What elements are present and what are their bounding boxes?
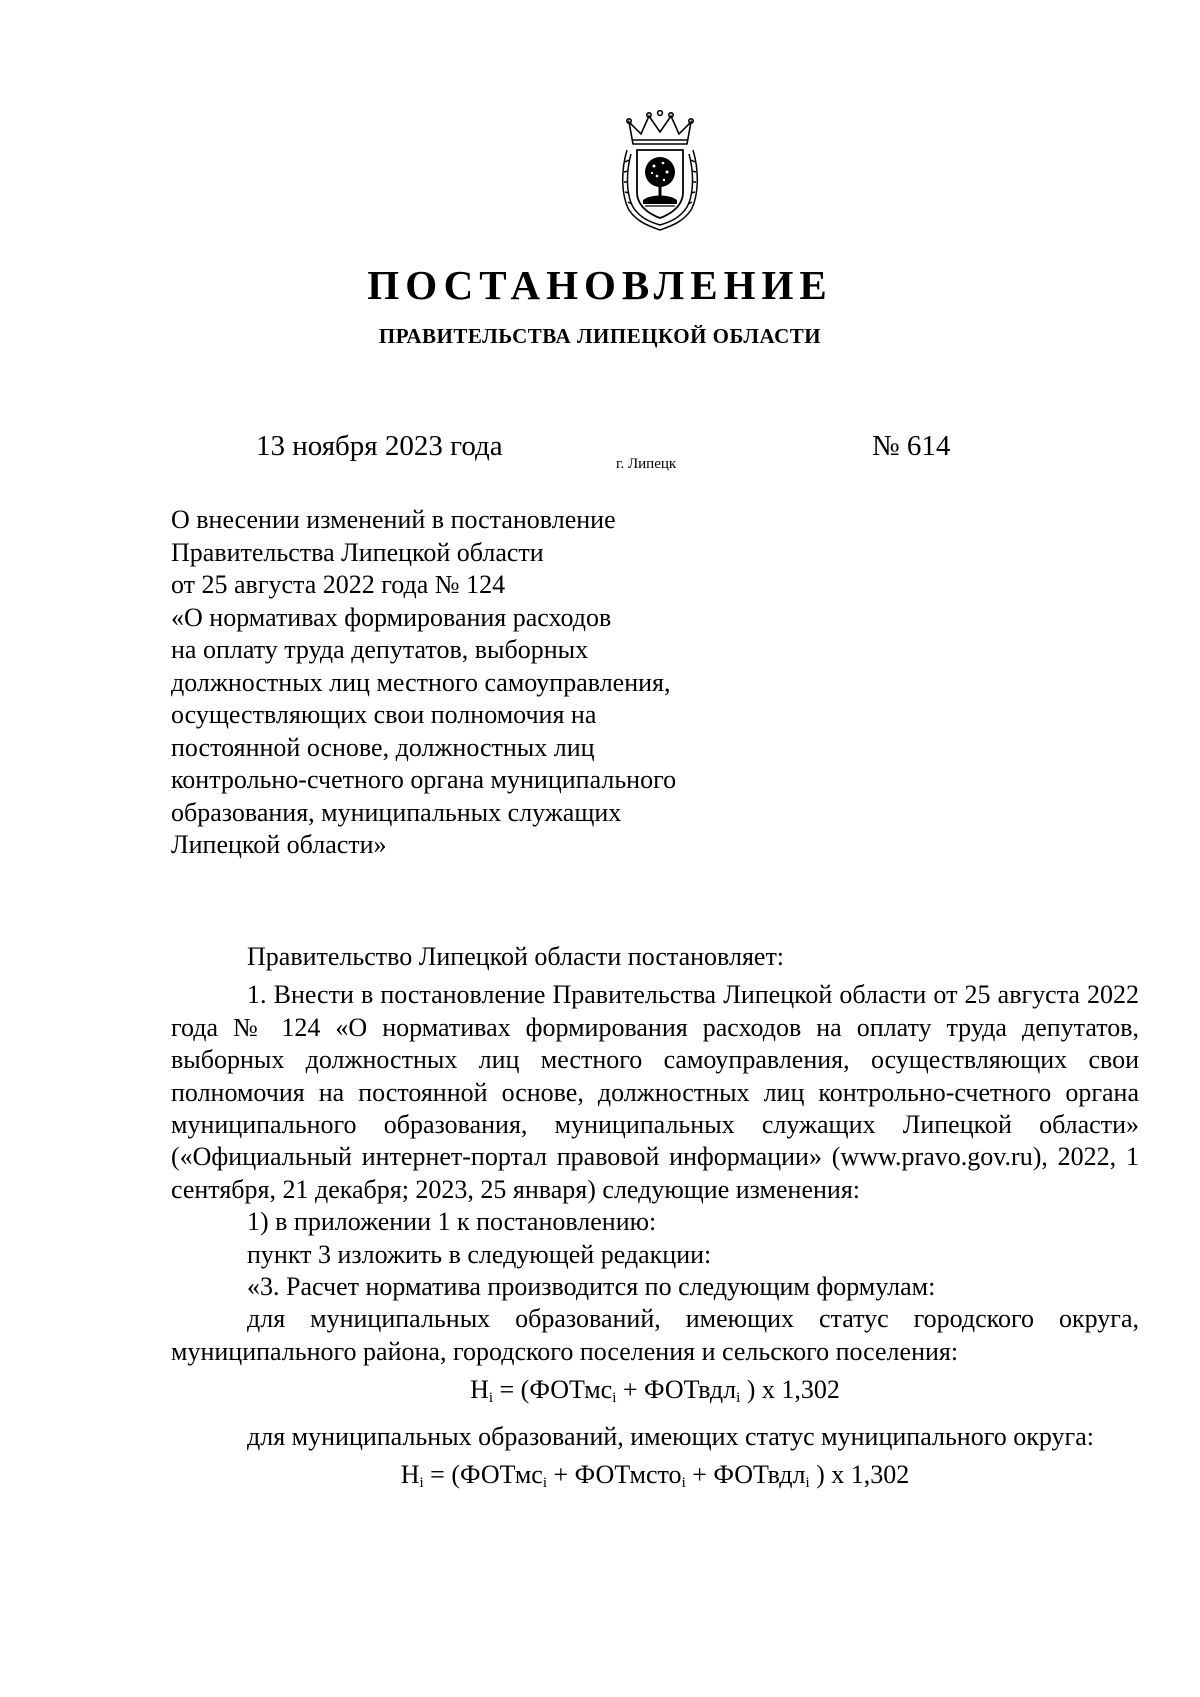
paragraph-5: для муниципальных образований, имеющих статус городского округа, муниципального района, городского поселения и сельского поселения:: [171, 1304, 1139, 1366]
formula-index: i: [542, 1475, 548, 1492]
formula-term: = (ФОТмс: [493, 1375, 613, 1405]
formula-symbol: Н: [470, 1375, 489, 1405]
document-subject: [171, 504, 791, 862]
subject-line: от 25 августа 2022 года № 124: [171, 570, 506, 599]
formula-index: i: [419, 1475, 424, 1492]
formula-index: i: [736, 1390, 741, 1407]
subject-line: должностных лиц местного самоуправления,: [171, 667, 671, 697]
formula-index: i: [488, 1390, 494, 1407]
document-city: г. Липецк: [616, 456, 677, 472]
document-title: ПОСТАНОВЛЕНИЕ: [367, 262, 833, 308]
formula-index: i: [805, 1475, 810, 1492]
subject-line: «О нормативах формирования расходов: [171, 602, 612, 632]
paragraph-4: «3. Расчет норматива производится по следующим формулам:: [247, 1272, 936, 1302]
subject-line: Липецкой области»: [171, 830, 387, 859]
subject-line: О внесении изменений в постановление: [171, 505, 616, 534]
subject-line: постоянной основе, должностных лиц: [171, 732, 595, 762]
subject-line: осуществляющих свои полномочия на: [171, 700, 597, 729]
document-body: [171, 941, 1139, 1492]
paragraph-2: 1) в приложении 1 к постановлению:: [247, 1207, 657, 1237]
subject-line: Правительства Липецкой области: [171, 537, 544, 567]
formula-index: i: [612, 1390, 617, 1407]
paragraph-3: пункт 3 изложить в следующей редакции:: [247, 1239, 712, 1269]
intro-paragraph: Правительство Липецкой области постановляет:: [247, 942, 785, 971]
document-number: № 614: [872, 430, 951, 462]
paragraph-6: для муниципальных образований, имеющих статус муниципального округа:: [247, 1421, 1094, 1451]
document-issuer: ПРАВИТЕЛЬСТВА ЛИПЕЦКОЙ ОБЛАСТИ: [378, 324, 822, 348]
formula-term: = (ФОТмс: [423, 1460, 543, 1490]
formula-term: ) х 1,302: [809, 1460, 910, 1490]
formula-term: + ФОТвдл: [685, 1460, 806, 1490]
coat-of-arms-icon: [619, 110, 701, 234]
formula-1: [171, 1374, 1139, 1406]
subject-line: контрольно-счетного органа муниципального: [171, 765, 677, 794]
subject-line: образования, муниципальных служащих: [171, 797, 622, 827]
formula-term: + ФОТвдл: [616, 1375, 737, 1405]
formula-index: i: [681, 1475, 686, 1492]
subject-line: на оплату труда депутатов, выборных: [171, 635, 589, 664]
paragraph-1: 1. Внести в постановление Правительства Липецкой области от 25 августа 2022 года № 124 «О нормативах формирования расходов на оплату труда депутатов, выборных должностных лиц местного самоуправления, осуществляющих свои полномочия на постоянной основе, должностных лиц контрольно-счетного органа муниципального образования, муниципальных служащих Липецкой области» («Официальный интернет-портал правовой информации» (www.pravo.gov.ru), 2022, 1 сентября, 21 декабря; 2023, 25 января) следующие изменения:: [171, 980, 1139, 1204]
document-date: 13 ноября 2023 года: [256, 430, 503, 462]
formula-2: [171, 1459, 1139, 1491]
formula-symbol: Н: [400, 1460, 420, 1490]
formula-term: + ФОТмсто: [547, 1460, 682, 1490]
formula-term: ) х 1,302: [740, 1375, 840, 1405]
